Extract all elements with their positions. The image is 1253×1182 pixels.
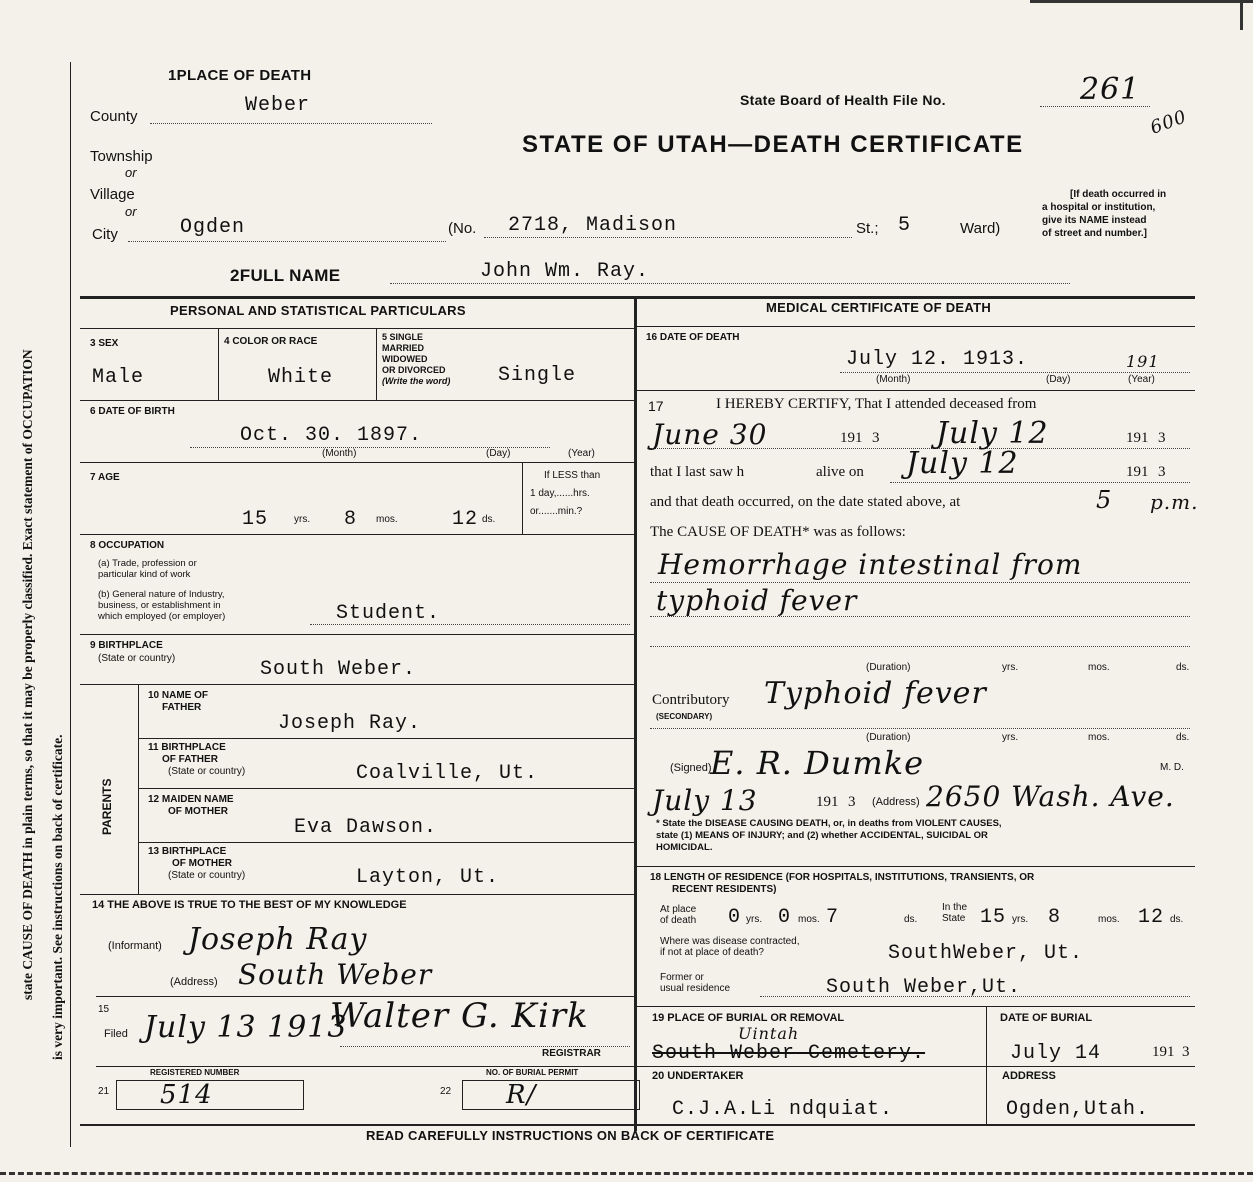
state-days-caption: ds. (1170, 914, 1184, 925)
dod-day-caption: (Day) (1046, 374, 1071, 385)
margin-instructions-line1: state CAUSE OF DEATH in plain terms, so that it may be properly classified. Exact statement of OCCUPATION (20, 349, 35, 1000)
duration-label-2: (Duration) (866, 732, 911, 743)
signed-date-value: July 13 (652, 784, 758, 817)
duration-mos-2: mos. (1088, 732, 1110, 743)
file-number-label: State Board of Health File No. (740, 92, 946, 108)
race-value: White (268, 366, 334, 389)
state-months-value: 8 (1048, 906, 1062, 929)
at-place-label: At place of death (660, 904, 697, 926)
informant-label: (Informant) (108, 940, 162, 952)
undertaker-address-value: Ogden,Utah. (1006, 1098, 1150, 1121)
dod-year-prefix: 191 (1126, 352, 1160, 371)
registrar-label: REGISTRAR (542, 1048, 601, 1059)
contributory-value: Typhoid fever (764, 676, 987, 711)
city-label: City (92, 226, 118, 243)
certify-number: 17 (648, 398, 664, 414)
filed-value: July 13 1913 (144, 1010, 348, 1045)
dod-month-caption: (Month) (876, 374, 911, 385)
attended-to-year: 191 (1126, 430, 1149, 446)
registered-number-field: 21 (98, 1086, 110, 1097)
death-occurred-ampm: p.m. (1150, 490, 1199, 514)
footer-instructions: READ CAREFULLY INSTRUCTIONS ON BACK OF CERTIFICATE (366, 1128, 775, 1143)
contracted-value: SouthWeber, Ut. (888, 942, 1084, 965)
dob-label: 6 DATE OF BIRTH (90, 406, 175, 417)
village-label: Village (90, 186, 135, 203)
death-occurred-text: and that death occurred, on the date stated above, at (650, 494, 961, 510)
in-state-label: In the State (942, 902, 968, 924)
informant-address-value: South Weber (238, 958, 433, 991)
informant-value: Joseph Ray (188, 922, 368, 957)
file-number-value: 261 (1080, 72, 1141, 107)
street-number-label: (No. (448, 220, 477, 237)
last-saw-text-2: alive on (816, 464, 864, 480)
state-days-value: 12 (1138, 906, 1165, 929)
dob-year-caption: (Year) (568, 448, 595, 459)
township-label: Township (90, 148, 153, 165)
state-years-value: 15 (980, 906, 1007, 929)
mother-label: 12 MAIDEN NAME OF MOTHER (148, 794, 234, 817)
hospital-note-1: [If death occurred in (1070, 189, 1167, 200)
county-label: County (90, 108, 138, 125)
parents-label: PARENTS (100, 778, 114, 835)
age-days-caption: ds. (482, 514, 496, 525)
last-saw-year: 191 (1126, 464, 1149, 480)
duration-label-1: (Duration) (866, 662, 911, 673)
right-edge-line (1240, 0, 1243, 30)
duration-ds-2: ds. (1176, 732, 1190, 743)
residence-label: 18 LENGTH OF RESIDENCE (FOR HOSPITALS, INSTITUTIONS, TRANSIENTS, OR RECENT RESIDENTS) (650, 872, 1035, 895)
informant-address-label: (Address) (170, 976, 218, 988)
attended-to-value: July 12 (936, 416, 1049, 451)
hospital-note-3: give its NAME instead (1042, 215, 1147, 226)
burial-date-year-suffix: 3 (1182, 1044, 1190, 1060)
dob-day-caption: (Day) (486, 448, 511, 459)
cause-heading: The CAUSE OF DEATH* was as follows: (650, 524, 906, 540)
burial-place-label: 19 PLACE OF BURIAL OR REMOVAL (652, 1012, 845, 1024)
former-residence-value: South Weber,Ut. (826, 976, 1022, 999)
occupation-a-note: (a) Trade, profession or particular kind of work (98, 558, 197, 580)
last-saw-value: July 12 (906, 446, 1019, 481)
attended-from-year-suffix: 3 (872, 430, 880, 446)
place-years-value: 0 (728, 906, 742, 929)
occupation-b-note: (b) General nature of Industry, business, or establishment in which employed (or employer) (98, 589, 226, 622)
burial-date-label: DATE OF BURIAL (1000, 1012, 1093, 1024)
signer-address-label: (Address) (872, 796, 920, 808)
full-name-label: 2FULL NAME (230, 266, 341, 285)
mother-value: Eva Dawson. (294, 816, 438, 839)
signed-label: (Signed) (670, 762, 712, 774)
hospital-note-4: of street and number.] (1042, 228, 1148, 239)
dod-year-caption: (Year) (1128, 374, 1155, 385)
burial-place-value: South Weber Cemetery. (652, 1042, 926, 1065)
signed-value: E. R. Dumke (710, 744, 925, 782)
ward-label: Ward) (960, 220, 1001, 237)
left-border-line (70, 62, 71, 1147)
age-months-caption: mos. (376, 514, 398, 525)
registered-number-label: REGISTERED NUMBER (150, 1068, 240, 1077)
page-title: STATE OF UTAH—DEATH CERTIFICATE (522, 131, 1024, 158)
less-than-note-2: 1 day,......hrs. (530, 488, 590, 499)
contributory-label: Contributory (652, 692, 730, 708)
cause-footnote: * State the DISEASE CAUSING DEATH, or, in deaths from VIOLENT CAUSES, state (1) MEANS OF INJURY; and (2) whether ACCIDENTAL, SUICIDAL OR HOMICIDAL. (656, 818, 1002, 853)
mother-birthplace-label: 13 BIRTHPLACE OF MOTHER (State or country) (148, 846, 246, 881)
place-of-death-label: 1PLACE OF DEATH (168, 67, 312, 84)
sex-label: 3 SEX (90, 338, 119, 349)
secondary-label: (SECONDARY) (656, 712, 713, 721)
place-days-value: 7 (826, 906, 840, 929)
dod-value: July 12. 1913. (846, 348, 1029, 371)
father-value: Joseph Ray. (278, 712, 422, 735)
father-birthplace-label: 11 BIRTHPLACE OF FATHER (State or country) (148, 742, 246, 777)
hospital-note-2: a hospital or institution, (1042, 202, 1156, 213)
street-label: St.; (856, 220, 879, 237)
personal-section-title: PERSONAL AND STATISTICAL PARTICULARS (170, 303, 466, 318)
last-saw-text: that I last saw h (650, 464, 745, 480)
place-months-caption: mos. (798, 914, 820, 925)
dob-value: Oct. 30. 1897. (240, 424, 423, 447)
birthplace-label: 9 BIRTHPLACE (90, 640, 163, 651)
or-label-2: or (125, 204, 137, 219)
duration-yrs-2: yrs. (1002, 732, 1019, 743)
place-days-caption: ds. (904, 914, 918, 925)
occupation-label: 8 OCCUPATION (90, 540, 165, 551)
county-value: Weber (245, 94, 311, 117)
burial-permit-field: 22 (440, 1086, 452, 1097)
duration-yrs-1: yrs. (1002, 662, 1019, 673)
mother-birthplace-value: Layton, Ut. (356, 866, 500, 889)
ward-value: 5 (898, 214, 912, 237)
age-label: 7 AGE (90, 472, 120, 483)
cause-line-2: typhoid fever (656, 584, 858, 617)
death-occurred-time: 5 (1096, 486, 1113, 514)
signer-address-value: 2650 Wash. Ave. (926, 780, 1175, 813)
undertaker-label: 20 UNDERTAKER (652, 1070, 744, 1082)
duration-ds-1: ds. (1176, 662, 1190, 673)
marital-label: 5 SINGLE MARRIED WIDOWED OR DIVORCED (Write the word) (382, 332, 451, 386)
medical-section-title: MEDICAL CERTIFICATE OF DEATH (766, 300, 992, 315)
file-number-suffix: 600 (1147, 106, 1190, 139)
certify-statement: I HEREBY CERTIFY, That I attended deceased from (716, 396, 1037, 412)
duration-mos-1: mos. (1088, 662, 1110, 673)
cause-line-1: Hemorrhage intestinal from (658, 548, 1083, 581)
attended-from-value: June 30 (652, 418, 768, 451)
sex-value: Male (92, 366, 145, 389)
burial-date-value: July 14 (1010, 1042, 1102, 1065)
dob-month-caption: (Month) (322, 448, 357, 459)
burial-permit-label: NO. OF BURIAL PERMIT (486, 1068, 579, 1077)
age-years-value: 15 (242, 508, 269, 531)
place-months-value: 0 (778, 906, 792, 929)
margin-instructions-line2: is very important. See instructions on back of certificate. (50, 734, 65, 1060)
burial-permit-box (462, 1080, 640, 1110)
father-label: 10 NAME OF FATHER (148, 690, 209, 713)
last-saw-year-suffix: 3 (1158, 464, 1166, 480)
place-years-caption: yrs. (746, 914, 763, 925)
occupation-value: Student. (336, 602, 441, 625)
age-months-value: 8 (344, 508, 358, 531)
top-edge-line (1030, 0, 1253, 3)
undertaker-address-label: ADDRESS (1002, 1070, 1056, 1082)
dod-label: 16 DATE OF DEATH (646, 332, 740, 343)
age-years-caption: yrs. (294, 514, 311, 525)
birthplace-caption: (State or country) (98, 653, 176, 664)
burial-permit-value: R/ (506, 1080, 537, 1110)
attended-from-year: 191 (840, 430, 863, 446)
state-years-caption: yrs. (1012, 914, 1029, 925)
informant-heading: 14 THE ABOVE IS TRUE TO THE BEST OF MY KNOWLEDGE (92, 899, 407, 911)
former-residence-label: Former or usual residence (660, 972, 731, 994)
less-than-note-3: or.......min.? (530, 506, 583, 517)
undertaker-value: C.J.A.Li ndquiat. (672, 1098, 894, 1121)
burial-correction: Uintah (738, 1024, 800, 1043)
less-than-note-1: If LESS than (544, 470, 601, 481)
full-name-value: John Wm. Ray. (480, 260, 650, 283)
signed-year-suffix: 3 (848, 794, 856, 810)
registrar-signature: Walter G. Kirk (330, 996, 589, 1036)
state-months-caption: mos. (1098, 914, 1120, 925)
signed-year: 191 (816, 794, 839, 810)
burial-date-year: 191 (1152, 1044, 1175, 1060)
age-days-value: 12 (452, 508, 479, 531)
marital-value: Single (498, 364, 577, 387)
md-label: M. D. (1160, 762, 1184, 773)
contracted-label: Where was disease contracted, if not at place of death? (660, 936, 800, 958)
attended-to-year-suffix: 3 (1158, 430, 1166, 446)
race-label: 4 COLOR OR RACE (224, 336, 318, 347)
street-address-value: 2718, Madison (508, 214, 678, 237)
father-birthplace-value: Coalville, Ut. (356, 762, 539, 785)
or-label-1: or (125, 165, 137, 180)
filed-label: Filed (104, 1028, 128, 1040)
filed-number: 15 (98, 1004, 110, 1015)
birthplace-value: South Weber. (260, 658, 417, 681)
city-value: Ogden (180, 216, 246, 239)
registered-number-value: 514 (160, 1080, 213, 1110)
